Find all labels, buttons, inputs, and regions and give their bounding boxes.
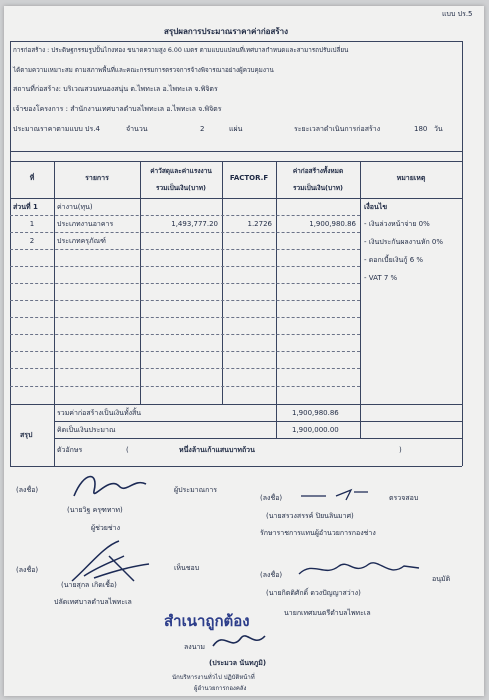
- form-code: แบบ ปร.5: [442, 10, 473, 18]
- info-line-estimate: ประมาณราคาตามแบบ ปร.4: [13, 125, 100, 133]
- sig2-role: ตรวจสอบ: [389, 494, 419, 502]
- section-label: ส่วนที่ 1: [13, 203, 38, 211]
- sig4-role: อนุมัติ: [432, 575, 451, 583]
- section-name: ค่างาน(ทุน): [57, 203, 93, 211]
- col-header-material: ค่าวัสดุและค่าแรงงาน: [150, 167, 212, 175]
- row-1-factor: 1.2726: [247, 220, 272, 228]
- sum-words-value: หนึ่งล้านเก้าแสนบาทถ้วน: [179, 446, 255, 454]
- stamp-title: สำเนาถูกต้อง: [164, 612, 250, 630]
- duration-label: ระยะเวลาดำเนินการก่อสร้าง: [294, 125, 381, 133]
- remark-advance: - เงินล่วงหน้าจ่าย 0%: [364, 220, 430, 228]
- qty-unit: แผ่น: [229, 125, 243, 133]
- duration-unit: วัน: [434, 125, 443, 133]
- col-header-item: รายการ: [85, 174, 109, 182]
- sig1-role: ผู้ประมาณการ: [174, 486, 218, 494]
- sig4-signature: [294, 556, 424, 584]
- sig4-position: นายกเทศมนตรีตำบลไพทะเล: [284, 609, 371, 617]
- sum-total-value: 1,900,980.86: [292, 409, 339, 417]
- sig1-prefix: (ลงชื่อ): [16, 486, 39, 494]
- sig1-signature: [64, 466, 154, 506]
- info-line-project: การก่อสร้าง : ประดิษฐกรรมรูปปั้นไกงทอง ขนาดความสูง 6.00 เมตร ตามแบบแปลนที่เทศบาลกำหนดและสามารถปรับเปลี่ยน: [13, 47, 349, 54]
- remark-vat: - VAT 7 %: [364, 274, 398, 282]
- stamp-signature: [209, 628, 269, 656]
- row-1-no: 1: [29, 220, 35, 228]
- sum-total-label: รวมค่าก่อสร้างเป็นเงินทั้งสิ้น: [57, 409, 142, 417]
- stamp-position-1: นักบริหารงานทั่วไป ปฏิบัติหน้าที่: [172, 674, 255, 681]
- sum-rounded-label: คิดเป็นเงินประมาณ: [57, 426, 116, 434]
- col-header-no: ที่: [29, 174, 35, 182]
- info-line-owner: เจ้าของโครงการ : สำนักงานเทศบาลตำบลไพทะเล อ.ไพทะเล จ.พิจิตร: [13, 105, 222, 113]
- sig2-name: (นายสรวงสรรค์ ปิยนลินมาศ): [266, 512, 354, 520]
- row-1-material: 1,493,777.20: [171, 220, 218, 228]
- sig3-position: ปลัดเทศบาลตำบลไพทะเล: [54, 598, 132, 606]
- sig4-prefix: (ลงชื่อ): [260, 571, 283, 579]
- col-header-remark: หมายเหตุ: [396, 174, 426, 182]
- sum-words-close: ): [399, 446, 402, 454]
- col-header-material-sub: รวมเป็นเงิน(บาท): [155, 184, 207, 192]
- sig3-name: (นายสุกล เกิดเชื้อ): [61, 581, 117, 589]
- info-line-project-cont: ได้ตามความเหมาะสม ตามสภาพพื้นที่และคณะกรรมการตรวจการจ้างพิจารณาอย่างผู้ควบคุมงาน: [13, 67, 274, 74]
- duration-value: 180: [414, 125, 428, 133]
- col-header-factor: FACTOR.F: [229, 174, 269, 182]
- qty-label: จำนวน: [126, 125, 148, 133]
- row-1-item: ประเภทงานอาคาร: [57, 220, 114, 228]
- sig2-signature: [296, 484, 376, 504]
- sum-words-open: (: [126, 446, 129, 454]
- document-title: สรุปผลการประมาณราคาค่าก่อสร้าง: [164, 27, 289, 36]
- sig3-prefix: (ลงชื่อ): [16, 566, 39, 574]
- remark-interest: - ดอกเบี้ยเงินกู้ 6 %: [364, 256, 424, 264]
- info-line-location: สถานที่ก่อสร้าง: บริเวณสวนหนองสนุ่น ต.ไพทะเล อ.ไพทะเล จ.พิจิตร: [13, 85, 218, 93]
- stamp-name: (ประมวล นันทภูมิ): [209, 659, 267, 667]
- qty-value: 2: [200, 125, 205, 133]
- sig3-role: เห็นชอบ: [174, 564, 200, 572]
- summary-label: สรุป: [20, 431, 33, 439]
- sig2-position: รักษาราชการแทนผู้อำนวยการกองช่าง: [260, 529, 376, 537]
- stamp-position-2: ผู้อำนวยการกองคลัง: [194, 685, 247, 692]
- sum-rounded-value: 1,900,000.00: [292, 426, 339, 434]
- row-1-total: 1,900,980.86: [309, 220, 356, 228]
- row-2-item: ประเภทครุภัณฑ์: [57, 237, 106, 245]
- remark-retention: - เงินประกันผลงานหัก 0%: [364, 238, 444, 246]
- stamp-sign-label: ลงนาม: [184, 643, 206, 651]
- sig4-name: (นายกิตติศักดิ์ ดวงปัญญาสว่าง): [266, 589, 361, 597]
- sig1-name: (นายวิฐ ครุฑทาท): [67, 506, 123, 514]
- col-header-total: ค่าก่อสร้างทั้งหมด: [292, 167, 344, 175]
- sig2-prefix: (ลงชื่อ): [260, 494, 283, 502]
- sig1-position: ผู้ช่วยช่าง: [91, 524, 120, 532]
- sig3-signature: [64, 536, 154, 586]
- row-2-no: 2: [29, 237, 35, 245]
- document-page: [4, 6, 484, 696]
- col-header-total-sub: รวมเป็นเงิน(บาท): [292, 184, 344, 192]
- remarks-title: เงื่อนไข: [364, 203, 388, 211]
- sum-words-label: ตัวอักษร: [57, 446, 83, 454]
